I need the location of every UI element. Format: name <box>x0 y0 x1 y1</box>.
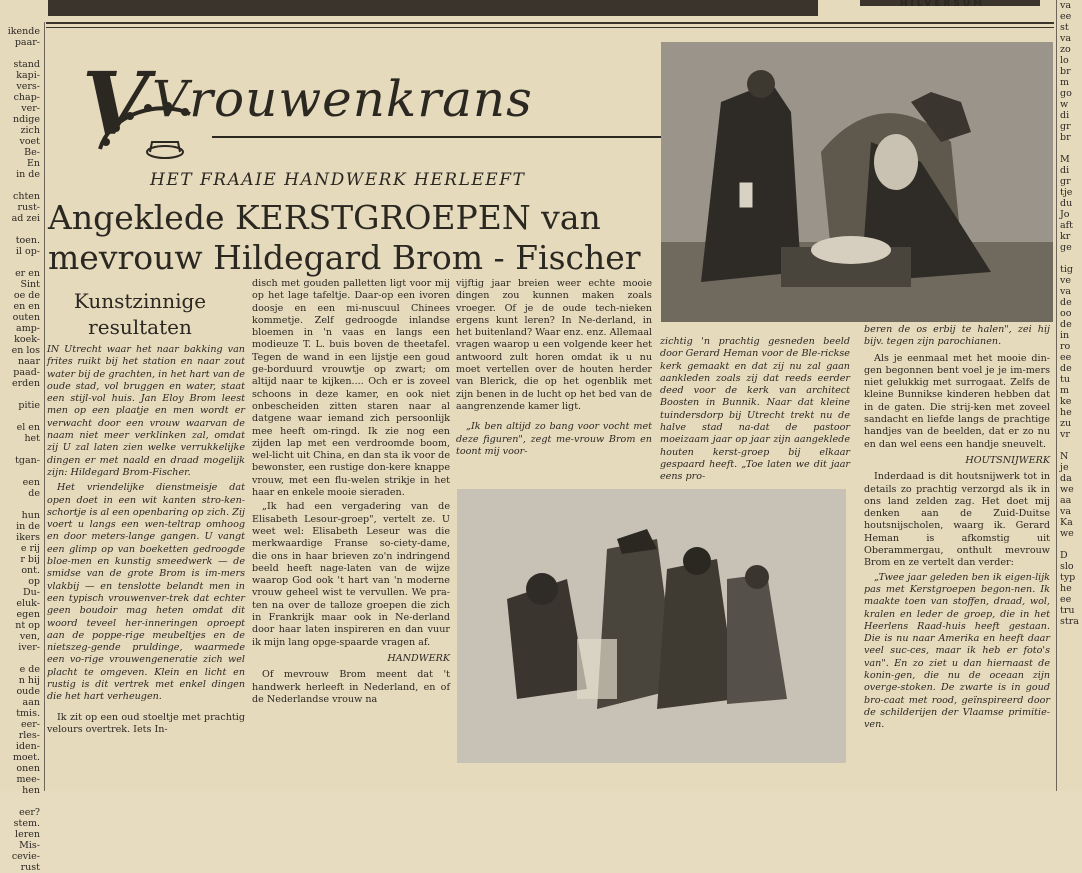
adjacent-text-fragment: onen <box>16 763 40 774</box>
adjacent-text-fragment <box>0 389 40 400</box>
adjacent-text-fragment: Mis- <box>19 840 40 851</box>
adjacent-text-fragment <box>1060 539 1082 550</box>
adjacent-text-fragment: ke <box>1060 396 1072 407</box>
adjacent-text-fragment: in de <box>16 521 40 532</box>
adjacent-text-fragment: en en <box>13 301 40 312</box>
adjacent-text-fragment: he <box>1060 583 1072 594</box>
adjacent-text-fragment: koek- <box>14 334 40 345</box>
adjacent-text-fragment: ikende <box>7 26 40 37</box>
adjacent-text-fragment: he <box>1060 407 1072 418</box>
adjacent-text-fragment: zu <box>1060 418 1072 429</box>
article-paragraph: „Ik had een vergadering van de Elisabeth Lesour-groep", vertelt ze. U weet wel: Elisabeth Leseur was die merkwaardige Franse so-ciety-dame, die ons in haar brieven zo'n indringend beeld heeft nage-laten van de wijze waarop God ook 't hart van 'n moderne vrouw geheel wist te vervullen. We pra-ten na over de talloze groepen die zich in Frankrijk maar ook in Ne-derland door haar laten inspireren en dan vuur ik mijn lang opge-spaarde vragen af. <box>252 501 450 648</box>
adjacent-text-fragment: tig <box>1060 264 1073 275</box>
adjacent-text-fragment <box>0 444 40 455</box>
adjacent-text-fragment: va <box>1060 286 1072 297</box>
section-heading-houtsnijwerk: HOUTSNIJWERK <box>965 454 1050 466</box>
section-logo <box>82 54 662 164</box>
adjacent-text-fragment: pitie <box>18 400 40 411</box>
adjacent-text-fragment: n hij <box>18 675 40 686</box>
adjacent-text-fragment: iver- <box>18 642 40 653</box>
masthead-right-label: HILVERSUM <box>900 0 986 9</box>
adjacent-text-fragment: ven, <box>19 631 40 642</box>
adjacent-text-fragment: m <box>1060 385 1070 396</box>
adjacent-text-fragment: we <box>1060 484 1074 495</box>
adjacent-text-fragment: eer? <box>19 807 40 818</box>
adjacent-text-fragment <box>0 224 40 235</box>
photo-nativity <box>661 42 1053 322</box>
adjacent-text-fragment: ont. <box>21 565 40 576</box>
adjacent-text-fragment: du <box>1060 198 1073 209</box>
adjacent-text-fragment: slo <box>1060 561 1074 572</box>
article-paragraph: Als je eenmaal met het mooie din-gen begonnen bent voel je je im-mers niet gelukkig met surrogaat. Zelfs de kleine Bunnikse kinderen hebben dat in de gaten. Die strij-ken met zoveel sandacht en liefde langs de prachtige handjes van de beelden, dat er zo nu en dan wel eens een handje sneuvelt. <box>864 352 1050 450</box>
adjacent-text-fragment: eluk- <box>16 598 40 609</box>
adjacent-text-fragment: r bij <box>20 554 40 565</box>
adjacent-text-fragment: oe de <box>13 290 40 301</box>
adjacent-text-fragment: D <box>1060 550 1068 561</box>
kicker: HET FRAAIE HANDWERK HERLEEFT <box>150 170 526 190</box>
adjacent-text-fragment: stra <box>1060 616 1079 627</box>
article-paragraph: beren de os erbij te halen", zei hij bijv. tegen zijn parochianen. <box>864 324 1050 348</box>
adjacent-text-fragment: kapi- <box>16 70 40 81</box>
adjacent-text-fragment: ee <box>1060 352 1072 363</box>
adjacent-text-fragment <box>1060 253 1082 264</box>
section-heading-handwerk: HANDWERK <box>387 652 450 664</box>
adjacent-article-left <box>0 26 40 873</box>
adjacent-text-fragment: lo <box>1060 55 1069 66</box>
adjacent-text-fragment: tu <box>1060 374 1070 385</box>
kings-figures-image <box>457 489 846 763</box>
article-paragraph: Ik zit op een oud stoeltje met prachtig velours overtrek. Iets In- <box>47 711 245 735</box>
adjacent-text-fragment: br <box>1060 66 1071 77</box>
adjacent-text-fragment: tgan- <box>15 455 40 466</box>
masthead-band <box>48 0 818 16</box>
adjacent-text-fragment: ro <box>1060 341 1071 352</box>
adjacent-text-fragment: w <box>1060 99 1069 110</box>
adjacent-text-fragment: nt op <box>15 620 40 631</box>
adjacent-text-fragment: egen <box>16 609 40 620</box>
adjacent-text-fragment: va <box>1060 33 1072 44</box>
adjacent-text-fragment: ikers <box>16 532 40 543</box>
adjacent-text-fragment: voet <box>19 136 40 147</box>
nativity-figures-image <box>661 42 1053 322</box>
adjacent-text-fragment: st <box>1060 22 1069 33</box>
article-column-3 <box>456 278 652 458</box>
adjacent-text-fragment <box>0 48 40 59</box>
adjacent-text-fragment: Jo <box>1060 209 1070 220</box>
article-paragraph: vijftig jaar breien weer echte mooie dingen zou kunnen maken zoals vroeger. Of je de oude tech-nieken ergens kunt leren? In Ne-derland, in het buitenland? Waar enz. enz. Allemaal vragen waarop u een volgende keer het antwoord zult horen omdat ik u nu moet vertellen over de houten herder van Blerick, die op het ogenblik met zijn benen in de lucht op het bed van de aangrenzende kamer ligt. <box>456 278 652 412</box>
left-column-divider <box>44 22 45 791</box>
adjacent-text-fragment: in <box>1060 330 1070 341</box>
article-column-1 <box>47 344 245 736</box>
adjacent-text-fragment: leren <box>15 829 40 840</box>
adjacent-text-fragment: de <box>28 488 40 499</box>
photo-three-kings <box>457 489 846 763</box>
adjacent-text-fragment: de <box>1060 363 1072 374</box>
article-paragraph: Of mevrouw Brom meent dat 't handwerk herleeft in Nederland, en of de Nederlandse vrouw na <box>252 669 450 705</box>
adjacent-text-fragment: gr <box>1060 176 1071 187</box>
adjacent-text-fragment <box>0 257 40 268</box>
subhead: Kunstzinnige resultaten <box>73 289 207 339</box>
adjacent-text-fragment <box>0 411 40 422</box>
right-column-divider <box>1056 0 1057 791</box>
adjacent-text-fragment: paad- <box>13 367 40 378</box>
headline-line-1: Angeklede KERSTGROEPEN van <box>48 198 601 237</box>
adjacent-text-fragment: zich <box>20 125 40 136</box>
adjacent-text-fragment: we <box>1060 528 1074 539</box>
adjacent-text-fragment: iden- <box>15 741 40 752</box>
adjacent-text-fragment: go <box>1060 88 1072 99</box>
adjacent-text-fragment: de <box>1060 297 1072 308</box>
adjacent-text-fragment <box>1060 143 1082 154</box>
adjacent-text-fragment: ndige <box>13 114 40 125</box>
adjacent-text-fragment: tmis. <box>16 708 40 719</box>
adjacent-text-fragment <box>1060 440 1082 451</box>
adjacent-text-fragment: aa <box>1060 495 1072 506</box>
adjacent-text-fragment: rles- <box>18 730 40 741</box>
adjacent-text-fragment: N <box>1060 451 1069 462</box>
adjacent-text-fragment: va <box>1060 506 1072 517</box>
adjacent-text-fragment: el en <box>16 422 40 433</box>
adjacent-text-fragment: da <box>1060 473 1072 484</box>
adjacent-text-fragment: ver- <box>21 103 40 114</box>
adjacent-text-fragment: zo <box>1060 44 1071 55</box>
adjacent-text-fragment: er en <box>15 268 40 279</box>
adjacent-text-fragment: rust- <box>17 202 40 213</box>
adjacent-text-fragment: m <box>1060 77 1070 88</box>
adjacent-text-fragment: Sint <box>20 279 40 290</box>
adjacent-text-fragment: chten <box>13 191 40 202</box>
adjacent-text-fragment: je <box>1060 462 1069 473</box>
article-lead-paragraph: IN Utrecht waar het naar bakking van frites ruikt bij het station en naar zout water bij de grachten, in het hart van de oude stad, vol bruggen en water, staat een stijl-vol huis. Jan Eloy Brom leest men op een plaatje en men wordt er verwacht door een vrouw waarvan de naam niet meer verklinken zal, omdat zij U zal laten zien welke verrukkelijke dingen er met naald en draad mogelijk zijn: Hildegard Brom-Fischer. <box>47 344 245 478</box>
article-paragraph: „Twee jaar geleden ben ik eigen-lijk pas met Kerstgroepen begon-nen. Ik maakte toen van stoffen, draad, wol, kralen en leder de groep, die in het Heerlens Raad-huis heeft gestaan. Die is nu naar Amerika en heeft daar veel suc-ces, maar ik heb er foto's van". En zo ziet u dan hiernaast de konin-gen, die nu de oceaan zijn overge-stoken. De zwarte is in goud bro-caat met rood, geïnspireerd door de schilderijen der Vlaamse primitie-ven. <box>864 571 1050 731</box>
adjacent-article-right <box>1060 0 1082 791</box>
adjacent-text-fragment: tru <box>1060 605 1075 616</box>
adjacent-text-fragment: ve <box>1060 275 1071 286</box>
adjacent-text-fragment: ee <box>1060 11 1072 22</box>
adjacent-text-fragment: chap- <box>13 92 40 103</box>
adjacent-text-fragment: di <box>1060 110 1070 121</box>
adjacent-text-fragment: vr <box>1060 429 1070 440</box>
adjacent-text-fragment <box>0 653 40 664</box>
adjacent-text-fragment: e de <box>19 664 40 675</box>
adjacent-text-fragment: va <box>1060 0 1072 11</box>
logo-underline <box>212 136 682 138</box>
adjacent-text-fragment <box>0 499 40 510</box>
adjacent-text-fragment: oude <box>16 686 40 697</box>
adjacent-text-fragment: aan <box>22 697 40 708</box>
adjacent-text-fragment: outen <box>12 312 40 323</box>
adjacent-text-fragment: eer- <box>21 719 40 730</box>
article-column-2 <box>252 278 450 706</box>
logo-wordmark: Vrouwenkrans <box>152 70 533 128</box>
article-paragraph: Inderdaad is dit houtsnijwerk tot in details zo prachtig verzorgd als ik in ons land zelden zag. Het doet mij denken aan de Zuid-Duitse houtsnijscholen, waarg ik. Gerard Heman is afkomstig uit Oberammergau, onthult mevrouw Brom en ze vertelt dan verder: <box>864 471 1050 569</box>
top-rule-thin <box>46 27 1054 28</box>
adjacent-text-fragment: br <box>1060 132 1071 143</box>
adjacent-text-fragment: en los <box>11 345 40 356</box>
adjacent-text-fragment: het <box>24 433 40 444</box>
adjacent-text-fragment: hun <box>21 510 40 521</box>
adjacent-text-fragment: aft <box>1060 220 1073 231</box>
adjacent-text-fragment: M <box>1060 154 1070 165</box>
adjacent-text-fragment: paar- <box>14 37 40 48</box>
logo-initial: V <box>82 54 149 155</box>
top-rule <box>46 22 1054 24</box>
article-paragraph: Het vriendelijke dienstmeisje dat open doet in een wit kanten stro-ken-schortje is al een openbaring op zich. Zij voert u langs een wen-teltrap omhoog en door meters-lange gangen. U vangt een glimp op van boeketten gedroogde bloe-men en kunstig smeedwerk — de smidse van de grote Brom is im-mers vlakbij — en tenslotte belandt men in een typisch vrouwenver-trek dat echter geen boudoir mag heten omdat dit woord teveel her-inneringen oproept aan de poppe-rige meubeltjes en de nietszeg-gende pruldinge, waarmede een vo-rige vrouwengeneratie zich wel placht te omgeven. Klein en licht en rustig is dit vertrek met enkel dingen die het hart verheugen. <box>47 482 245 703</box>
adjacent-text-fragment: ad zei <box>11 213 40 224</box>
adjacent-text-fragment <box>0 180 40 191</box>
article-paragraph: zichtig 'n prachtig gesneden beeld door Gerard Heman voor de Ble-rickse kerk gemaakt en dat zij nu zal gaan aankleden zoals zij dat reeds eerder deed voor de kerk van architect Boosten in Bunnik. Naar dat kleine tuindersdorp bij Utrecht trekt nu de halve stad na-dat de pastoor moeizaam jaar op jaar zijn aangeklede houten kerst-groep bij elkaar gespaard heeft. „Toe laten we dit jaar eens pro- <box>660 336 850 483</box>
adjacent-text-fragment: naar <box>18 356 40 367</box>
adjacent-text-fragment: mee- <box>16 774 40 785</box>
adjacent-text-fragment: ge <box>1060 242 1072 253</box>
adjacent-text-fragment: een <box>22 477 40 488</box>
article-column-4 <box>660 336 850 484</box>
headline-line-2: mevrouw Hildegard Brom - Fischer <box>48 238 641 277</box>
adjacent-text-fragment: il op- <box>15 246 40 257</box>
adjacent-text-fragment: rust <box>20 862 40 873</box>
adjacent-text-fragment: En <box>26 158 40 169</box>
adjacent-text-fragment: di <box>1060 165 1070 176</box>
adjacent-text-fragment: kr <box>1060 231 1071 242</box>
adjacent-text-fragment: toen. <box>15 235 40 246</box>
adjacent-text-fragment: cevie- <box>11 851 40 862</box>
adjacent-text-fragment: Du- <box>23 587 40 598</box>
adjacent-text-fragment: amp- <box>16 323 40 334</box>
adjacent-text-fragment: hen <box>22 785 40 796</box>
adjacent-text-fragment: oo <box>1060 308 1072 319</box>
adjacent-text-fragment: e rij <box>20 543 40 554</box>
adjacent-text-fragment: de <box>1060 319 1072 330</box>
adjacent-text-fragment: op <box>28 576 40 587</box>
article-column-5 <box>864 324 1050 732</box>
adjacent-text-fragment: stand <box>13 59 40 70</box>
adjacent-text-fragment: ee <box>1060 594 1072 605</box>
adjacent-text-fragment: Ka <box>1060 517 1073 528</box>
adjacent-text-fragment: vers- <box>16 81 40 92</box>
adjacent-text-fragment: erden <box>12 378 40 389</box>
article-paragraph: „Ik ben altijd zo bang voor vocht met deze figuren", zegt me-vrouw Brom en toont mij voor- <box>456 421 652 457</box>
adjacent-text-fragment: Be- <box>24 147 40 158</box>
adjacent-text-fragment: moet. <box>12 752 40 763</box>
headline <box>48 198 658 278</box>
adjacent-text-fragment <box>0 466 40 477</box>
adjacent-text-fragment: typ <box>1060 572 1076 583</box>
adjacent-text-fragment: gr <box>1060 121 1071 132</box>
adjacent-text-fragment: stem. <box>13 818 40 829</box>
adjacent-text-fragment: in de <box>16 169 40 180</box>
adjacent-text-fragment <box>0 796 40 807</box>
adjacent-text-fragment: tje <box>1060 187 1073 198</box>
article-paragraph: disch met gouden palletten ligt voor mij op het lage tafeltje. Daar-op een ivoren doosje en een mi-nuscuul Chinees kommetje. Zelf gedroogde inlandse bloemen in 'n vaas en langs een modieuze T. L. buis boven de theetafel. Tegen de wand in een lijstje een goud ge-borduurd vrouwtje op zwart; om altijd naar te kijken.... Och er is zoveel schoons in deze kamer, en ook niet onbescheiden zitten staren naar al datgene waar iemand zich persoonlijk mee heeft om-ringd. Ik zie nog een zijden lap met een verdroomde boom, wel-licht uit China, en dan sta ik voor de bewonster, een rustige don-kere knappe vrouw, met een flu-welen strikje in het haar en enkele mooie sieraden. <box>252 278 450 499</box>
